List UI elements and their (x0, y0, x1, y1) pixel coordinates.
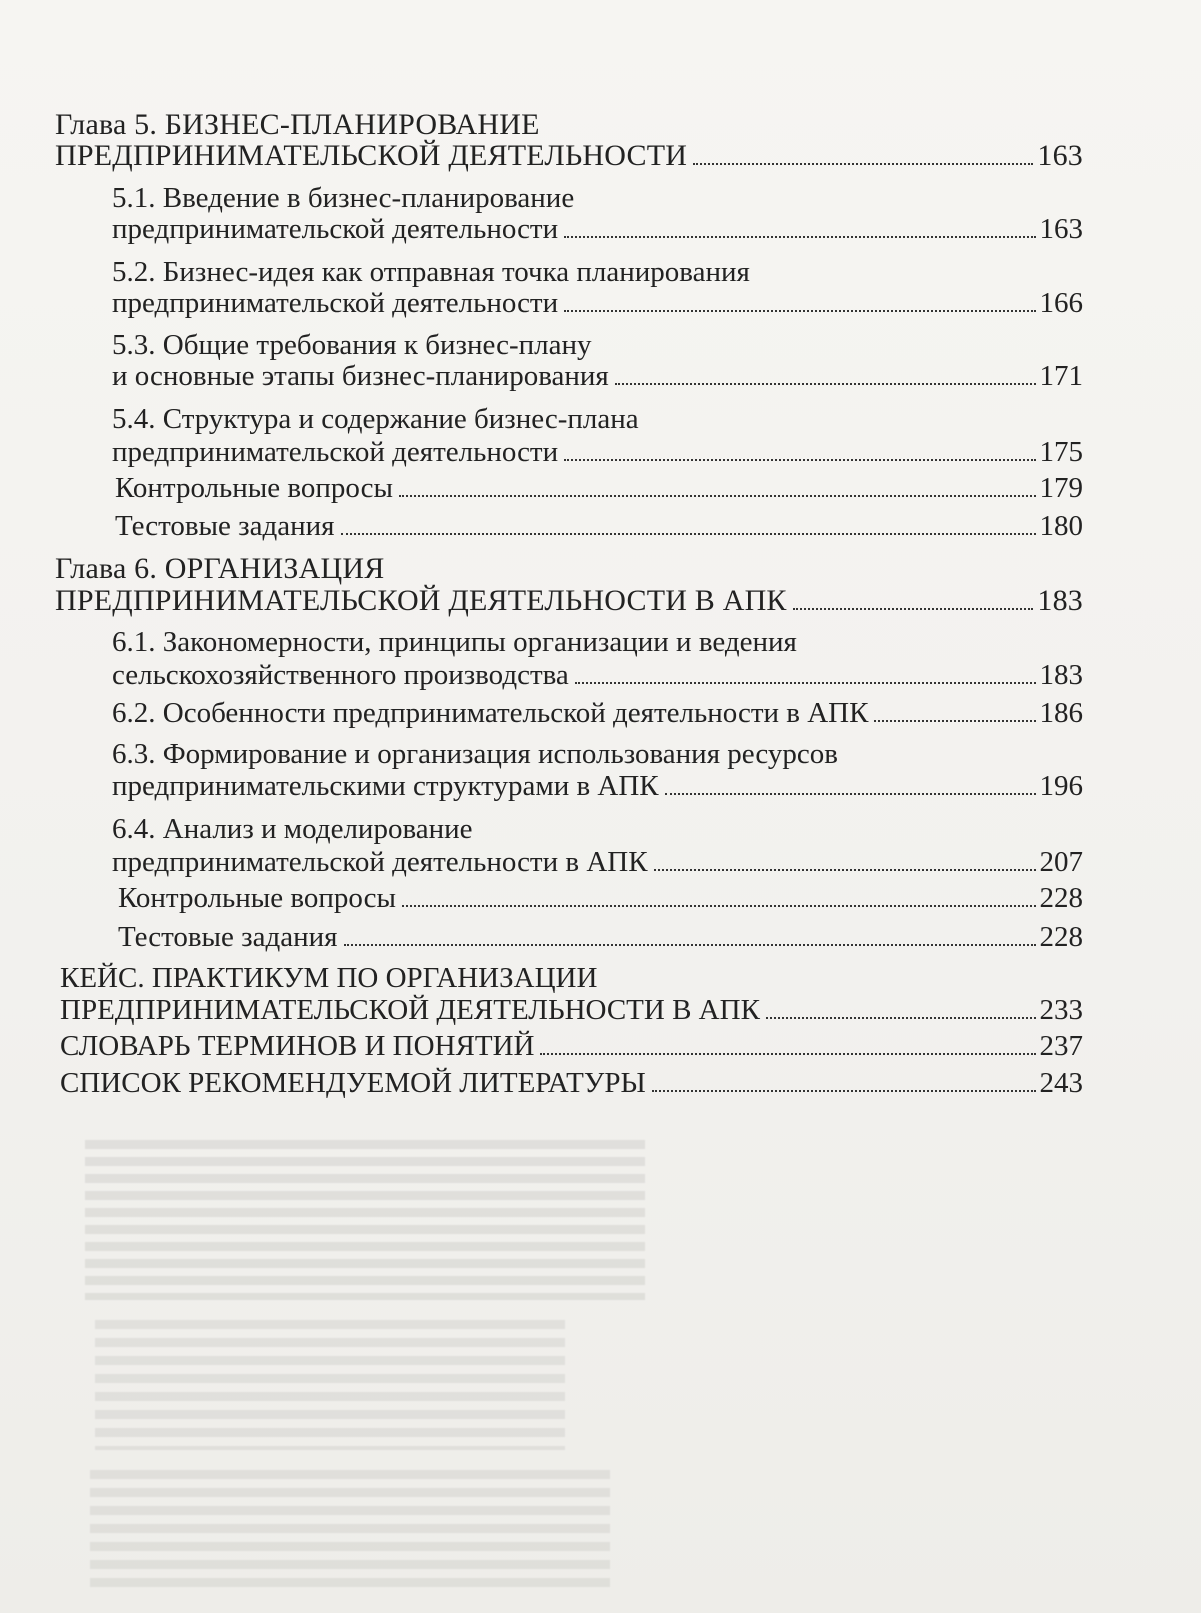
dot-leader (766, 1016, 1036, 1019)
page-number: 233 (1039, 994, 1083, 1026)
section-5-2-line1: 5.2. Бизнес-идея как отправная точка планирования (112, 256, 750, 288)
section-6-4-entry[interactable] (112, 846, 1083, 879)
page-number: 180 (1039, 510, 1083, 542)
section-6-3-line1: 6.3. Формирование и организация использования ресурсов (112, 738, 838, 770)
section-6-1-line1: 6.1. Закономерности, принципы организации и ведения (112, 626, 797, 658)
dot-leader (615, 382, 1036, 385)
dot-leader (654, 868, 1036, 871)
section-title-line2: предпринимательской деятельности (112, 213, 559, 245)
chapter6-title-line1: Глава 6. ОРГАНИЗАЦИЯ (55, 552, 385, 585)
section-5-3-entry[interactable] (112, 360, 1083, 393)
dot-leader (575, 681, 1036, 684)
page-number: 183 (1037, 584, 1083, 617)
chapter5-title-line2: ПРЕДПРИНИМАТЕЛЬСКОЙ ДЕЯТЕЛЬНОСТИ (55, 139, 688, 172)
glossary-entry[interactable] (60, 1030, 1083, 1063)
section-5-3-line1: 5.3. Общие требования к бизнес-плану (112, 329, 592, 361)
chapter6-title-line2: ПРЕДПРИНИМАТЕЛЬСКОЙ ДЕЯТЕЛЬНОСТИ В АПК (55, 584, 787, 617)
section-6-2-entry[interactable] (112, 697, 1083, 730)
page-number: 171 (1039, 360, 1083, 392)
page-number: 228 (1039, 882, 1083, 914)
dot-leader (540, 1052, 1035, 1055)
page-number: 166 (1039, 287, 1083, 319)
case-title-line1: КЕЙС. ПРАКТИКУМ ПО ОРГАНИЗАЦИИ (60, 962, 598, 994)
section-title-line2: предпринимательскими структурами в АПК (112, 770, 659, 802)
page-number: 207 (1039, 846, 1083, 878)
page-number: 237 (1039, 1030, 1083, 1062)
section-5-4-entry[interactable] (112, 436, 1083, 469)
dot-leader (874, 719, 1035, 722)
page-number: 186 (1039, 697, 1083, 729)
page-number: 163 (1037, 139, 1083, 172)
tests-label: Тестовые задания (115, 510, 335, 542)
chapter5-questions-entry[interactable] (115, 472, 1083, 505)
section-title-line2: сельскохозяйственного производства (112, 659, 569, 691)
dot-leader (564, 235, 1035, 238)
dot-leader (564, 458, 1035, 461)
section-title-line2: предпринимательской деятельности (112, 436, 559, 468)
section-6-4-line1: 6.4. Анализ и моделирование (112, 813, 473, 845)
page-number: 228 (1039, 921, 1083, 953)
page-number: 196 (1039, 770, 1083, 802)
tests-label: Тестовые задания (118, 921, 338, 953)
page-number: 243 (1039, 1067, 1083, 1099)
section-6-1-entry[interactable] (112, 659, 1083, 692)
section-6-3-entry[interactable] (112, 770, 1083, 803)
section-5-1-line1: 5.1. Введение в бизнес-планирование (112, 182, 575, 214)
dot-leader (399, 494, 1036, 497)
case-title-line2: ПРЕДПРИНИМАТЕЛЬСКОЙ ДЕЯТЕЛЬНОСТИ В АПК (60, 994, 760, 1026)
dot-leader (402, 904, 1036, 907)
dot-leader (693, 162, 1033, 165)
section-title: 6.2. Особенности предпринимательской деятельности в АПК (112, 697, 869, 729)
section-title-line2: предпринимательской деятельности в АПК (112, 846, 648, 878)
case-entry[interactable] (60, 994, 1083, 1027)
section-5-2-entry[interactable] (112, 287, 1083, 320)
page-number: 175 (1039, 436, 1083, 468)
dot-leader (793, 607, 1034, 610)
dot-leader (564, 309, 1035, 312)
section-5-4-line1: 5.4. Структура и содержание бизнес-плана (112, 403, 639, 435)
chapter5-title-line1: Глава 5. БИЗНЕС-ПЛАНИРОВАНИЕ (55, 108, 540, 141)
page-number: 179 (1039, 472, 1083, 504)
glossary-title: СЛОВАРЬ ТЕРМИНОВ И ПОНЯТИЙ (60, 1030, 535, 1062)
page-number: 183 (1039, 659, 1083, 691)
questions-label: Контрольные вопросы (115, 472, 393, 504)
section-title-line2: и основные этапы бизнес-планирования (112, 360, 609, 392)
chapter6-entry[interactable] (55, 584, 1083, 618)
dot-leader (665, 792, 1036, 795)
chapter5-tests-entry[interactable] (115, 510, 1083, 543)
section-title-line2: предпринимательской деятельности (112, 287, 559, 319)
dot-leader (341, 532, 1036, 535)
references-title: СПИСОК РЕКОМЕНДУЕМОЙ ЛИТЕРАТУРЫ (60, 1067, 646, 1099)
references-entry[interactable] (60, 1067, 1083, 1100)
chapter6-questions-entry[interactable] (118, 882, 1083, 915)
section-5-1-entry[interactable] (112, 213, 1083, 246)
chapter6-tests-entry[interactable] (118, 921, 1083, 954)
questions-label: Контрольные вопросы (118, 882, 396, 914)
dot-leader (344, 943, 1036, 946)
page-number: 163 (1039, 213, 1083, 245)
dot-leader (652, 1089, 1036, 1092)
chapter5-entry[interactable] (55, 139, 1083, 173)
